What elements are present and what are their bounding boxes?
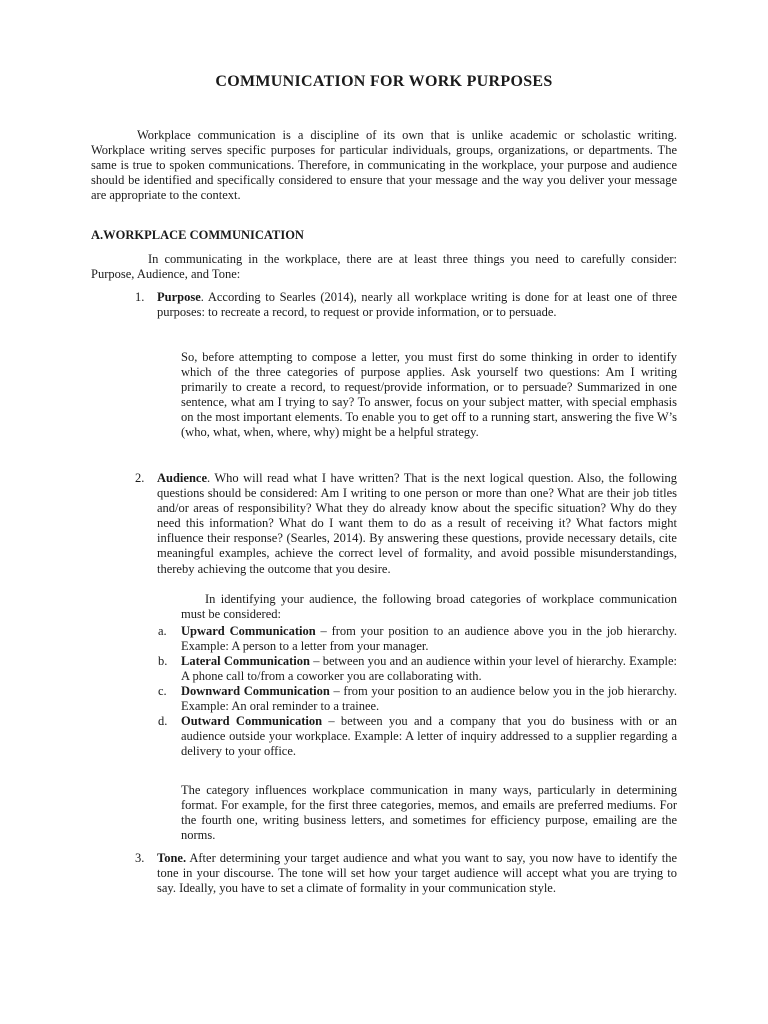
section-intro-paragraph: In communicating in the workplace, there are at least three things you need to carefully consider: Purpose, Audience, and Tone: [91,252,677,282]
intro-paragraph: Workplace communication is a discipline of its own that is unlike academic or scholastic writing. Workplace writing serves specific purposes for particular individuals, groups, organizations, or departments. The same is true to spoken communications. Therefore, in communicating in the workplace, your purpose and audience should be identified and specifically considered to ensure that your message and the way you deliver your message are appropriate to the context. [91,128,677,203]
category-upward [158,624,677,654]
list-item-tone [135,851,677,896]
category-outward [158,714,677,759]
category-text: – between you and a company that you do business with or an audience outside your workplace. Example: A letter of inquiry addressed to a supplier regarding a delivery to your office. [181,714,677,759]
list-item-term: Tone. [157,851,187,865]
list-item-term: Purpose [157,290,201,304]
category-letter: b. [158,654,168,668]
category-letter: c. [158,684,167,698]
list-item-number: 3. [135,851,145,865]
category-term: Downward Communication [181,684,330,698]
page-title: COMMUNICATION FOR WORK PURPOSES [215,73,553,90]
audience-categories-intro: In identifying your audience, the following broad categories of workplace communication must be considered: [181,592,677,622]
list-item-text: After determining your target audience and what you want to say, you now have to identify the tone in your discourse. The tone will set how your target audience will accept what you are trying to say. Ideally, you have to set a climate of formality in your communication style. [157,851,677,896]
category-letter: a. [158,624,167,638]
category-term: Outward Communication [181,714,323,728]
list-item-text: . According to Searles (2014), nearly all workplace writing is done for at least one of three purposes: to recreate a record, to request or provide information, or to persuade. [157,290,677,320]
category-text: – from your position to an audience above you in the job hierarchy. Example: A person to a letter from your manager. [181,624,677,654]
category-text: – from your position to an audience below you in the job hierarchy. Example: An oral reminder to a trainee. [181,684,677,714]
list-item-term: Audience [157,471,207,485]
category-downward [158,684,677,714]
list-item-text: . Who will read what I have written? That is the next logical question. Also, the following questions should be considered: Am I writing to one person or more than one? What are their job titles and/or areas of responsibility? What they do already know about the specific situation? Why do they need this information? What do I want them to do as a result of receiving it? What factors might influence their response? (Searles, 2014). By answering these questions, provide necessary details, cite meaningful examples, achieve the correct level of formality, and avoid possible misunderstandings, thereby achieving the outcome that you desire. [157,471,677,576]
category-letter: d. [158,714,168,728]
category-term: Upward Communication [181,624,316,638]
purpose-followup-paragraph: So, before attempting to compose a letter, you must first do some thinking in order to identify which of the three categories of purpose applies. Ask yourself two questions: Am I writing primarily to create a record, to request/provide information, or to persuade? Summarized in one sentence, what am I trying to say? To answer, focus on your subject matter, with special emphasis on the most important elements. To enable you to get off to a running start, answering the five W’s (who, what, when, where, why) might be a helpful strategy. [181,350,677,440]
section-heading: A.WORKPLACE COMMUNICATION [91,228,304,242]
category-lateral [158,654,678,684]
list-item-purpose [135,290,677,320]
category-text: – between you and an audience within your level of hierarchy. Example: A phone call to/from a coworker you are collaborating with. [181,654,678,684]
audience-closing-paragraph: The category influences workplace communication in many ways, particularly in determining format. For example, for the first three categories, memos, and emails are preferred mediums. For the fourth one, writing business letters, and sometimes for efficiency purpose, emailing are the norms. [181,783,677,843]
list-item-audience [135,471,677,577]
list-item-number: 1. [135,290,145,304]
list-item-number: 2. [135,471,145,485]
category-term: Lateral Communication [181,654,310,668]
